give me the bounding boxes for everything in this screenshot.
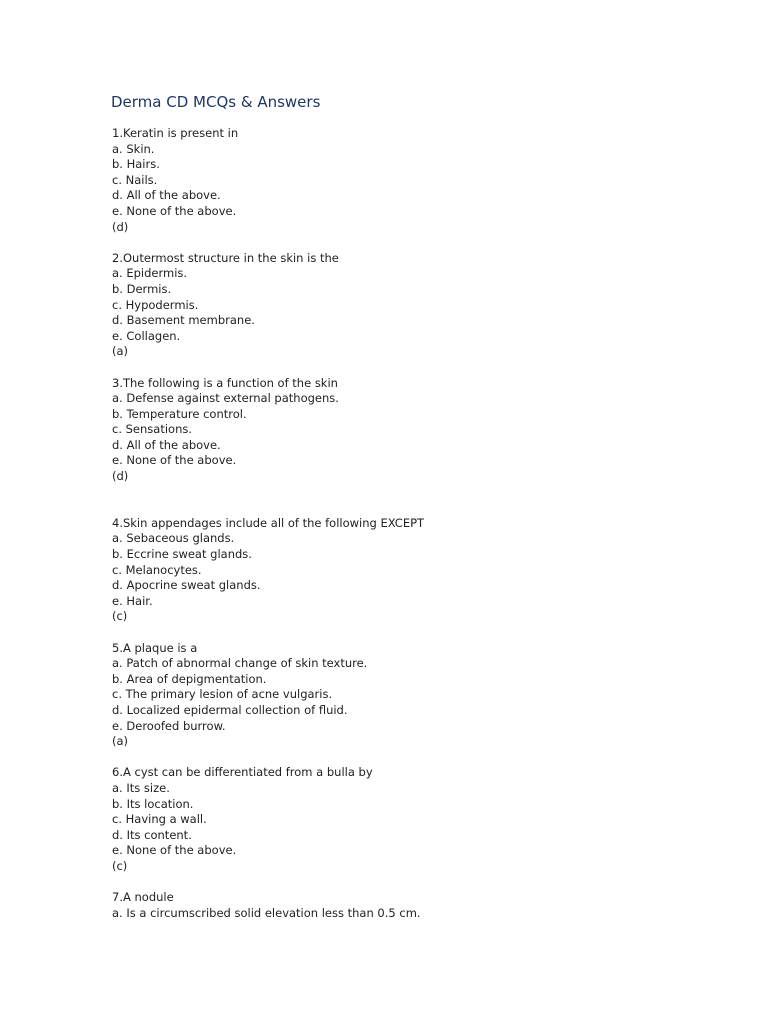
question-1 [112,126,732,235]
option-e: e. Collagen. [112,328,181,343]
question-7 [112,890,732,921]
option-e: e. None of the above. [112,203,237,218]
option-e: e. Hair. [112,593,153,608]
option-a: a. Epidermis. [112,266,188,281]
question-3 [112,376,732,485]
question-4 [112,516,732,625]
option-d: d. All of the above. [112,188,221,203]
option-d: d. Apocrine sweat glands. [112,578,261,593]
option-d: d. Localized epidermal collection of fluid. [112,702,348,717]
question-prompt: 7.A nodule [112,890,174,905]
option-c: c. Having a wall. [112,812,207,827]
option-a: a. Sebaceous glands. [112,531,235,546]
answer-key: (a) [112,344,129,359]
option-d: d. Its content. [112,827,192,842]
option-b: b. Dermis. [112,281,172,296]
answer-key: (d) [112,469,129,484]
option-e: e. Deroofed burrow. [112,718,226,733]
document-title: Derma CD MCQs & Answers [111,93,321,111]
option-b: b. Its location. [112,796,194,811]
option-c: c. Hypodermis. [112,297,199,312]
question-prompt: 6.A cyst can be differentiated from a bulla by [112,765,373,780]
option-a: a. Patch of abnormal change of skin texture. [112,656,368,671]
question-6 [112,765,732,874]
option-d: d. Basement membrane. [112,313,255,328]
option-c: c. Nails. [112,172,158,187]
question-prompt: 1.Keratin is present in [112,126,239,140]
question-5 [112,641,732,750]
option-a: a. Defense against external pathogens. [112,391,339,406]
option-a: a. Its size. [112,780,170,795]
question-prompt: 3.The following is a function of the skin [112,375,338,390]
option-c: c. Sensations. [112,422,193,437]
question-prompt: 5.A plaque is a [112,640,198,655]
option-d: d. All of the above. [112,437,221,452]
option-c: c. The primary lesion of acne vulgaris. [112,687,333,702]
option-a: a. Skin. [112,141,155,156]
question-2 [112,251,732,360]
option-b: b. Eccrine sweat glands. [112,547,252,562]
answer-key: (c) [112,609,128,624]
question-list [112,126,732,937]
option-b: b. Temperature control. [112,406,247,421]
question-prompt: 4.Skin appendages include all of the following EXCEPT [112,515,425,530]
answer-key: (a) [112,734,129,749]
option-e: e. None of the above. [112,453,237,468]
option-e: e. None of the above. [112,843,237,858]
option-b: b. Hairs. [112,157,160,172]
option-b: b. Area of depigmentation. [112,671,267,686]
option-a: a. Is a circumscribed solid elevation less than 0.5 cm. [112,905,421,920]
answer-key: (d) [112,219,129,234]
question-prompt: 2.Outermost structure in the skin is the [112,250,339,265]
option-c: c. Melanocytes. [112,562,202,577]
answer-key: (c) [112,858,128,873]
